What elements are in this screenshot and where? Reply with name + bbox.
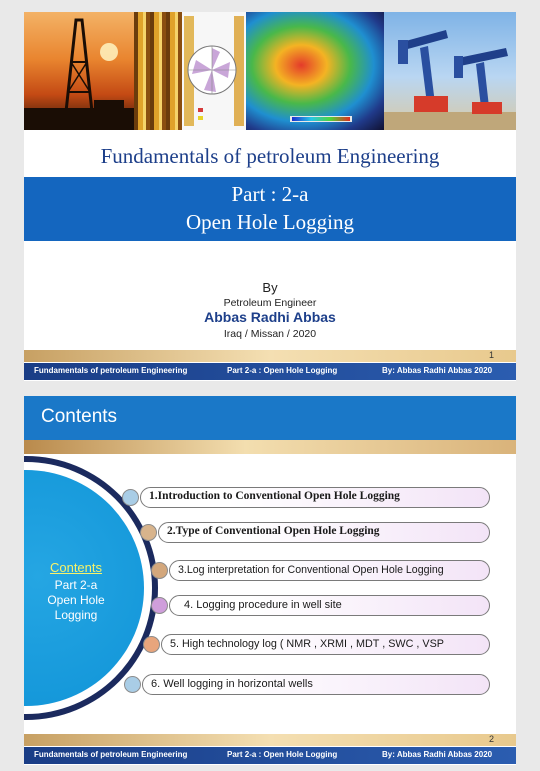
author-place: Iraq / Missan / 2020 xyxy=(223,328,317,340)
gold-bar xyxy=(24,440,516,454)
footer-part: Part 2-a : Open Hole Logging xyxy=(227,366,338,375)
contents-item-3[interactable] xyxy=(169,560,490,581)
contents-item-6[interactable] xyxy=(142,674,490,695)
contents-item-label: 2.Type of Conventional Open Hole Logging xyxy=(167,525,380,537)
photo-strip xyxy=(24,12,516,130)
bullet-dot xyxy=(143,636,160,653)
author-role: Petroleum Engineer xyxy=(223,297,317,309)
contents-item-label: 5. High technology log ( NMR , XRMI , MDT , SWC , VSP xyxy=(170,638,444,650)
contents-item-label: 3.Log interpretation for Conventional Open Hole Logging xyxy=(178,564,444,576)
rose-diagram-photo xyxy=(182,12,246,130)
bullet-dot xyxy=(124,676,141,693)
pumpjack-photo xyxy=(384,12,516,130)
author-name: Abbas Radhi Abbas xyxy=(204,309,336,325)
footer-author: By: Abbas Radhi Abbas 2020 xyxy=(382,366,493,375)
contents-item-4[interactable] xyxy=(169,595,490,616)
contents-slide xyxy=(24,396,516,765)
footer-course: Fundamentals of petroleum Engineering xyxy=(34,750,188,759)
bullet-dot xyxy=(140,524,157,541)
contents-item-5[interactable] xyxy=(161,634,490,655)
gold-bar xyxy=(24,350,516,362)
page-number: 2 xyxy=(488,734,494,744)
bullet-dot xyxy=(151,562,168,579)
footer-author: By: Abbas Radhi Abbas 2020 xyxy=(382,750,493,759)
slide-footer xyxy=(24,747,516,764)
gold-bar xyxy=(24,734,516,746)
page-number: 1 xyxy=(488,350,494,360)
contents-item-2[interactable] xyxy=(158,522,490,543)
oil-rig-photo xyxy=(24,12,134,130)
circle-line-open-hole: Open Hole xyxy=(47,593,105,607)
bullet-dot xyxy=(151,597,168,614)
slide-footer xyxy=(24,363,516,380)
title-slide xyxy=(24,12,516,381)
circle-line-logging: Logging xyxy=(54,608,98,622)
circle-line-part: Part 2-a xyxy=(54,578,98,592)
reservoir-model-photo xyxy=(246,12,384,130)
contents-item-label: 4. Logging procedure in well site xyxy=(184,599,342,611)
by-label: By xyxy=(262,280,278,295)
circle-title: Contents xyxy=(49,560,103,575)
bullet-dot xyxy=(122,489,139,506)
contents-item-label: 1.Introduction to Conventional Open Hole Logging xyxy=(149,490,400,502)
contents-header xyxy=(24,396,516,440)
part-label: Part : 2-a xyxy=(231,182,309,206)
footer-part: Part 2-a : Open Hole Logging xyxy=(227,750,338,759)
contents-item-1[interactable] xyxy=(140,487,490,508)
contents-heading: Contents xyxy=(41,406,118,427)
footer-course: Fundamentals of petroleum Engineering xyxy=(34,366,188,375)
core-sample-photo xyxy=(134,12,182,130)
topic-label: Open Hole Logging xyxy=(186,210,354,234)
contents-item-label: 6. Well logging in horizontal wells xyxy=(151,678,313,690)
course-title: Fundamentals of petroleum Engineering xyxy=(100,144,440,168)
